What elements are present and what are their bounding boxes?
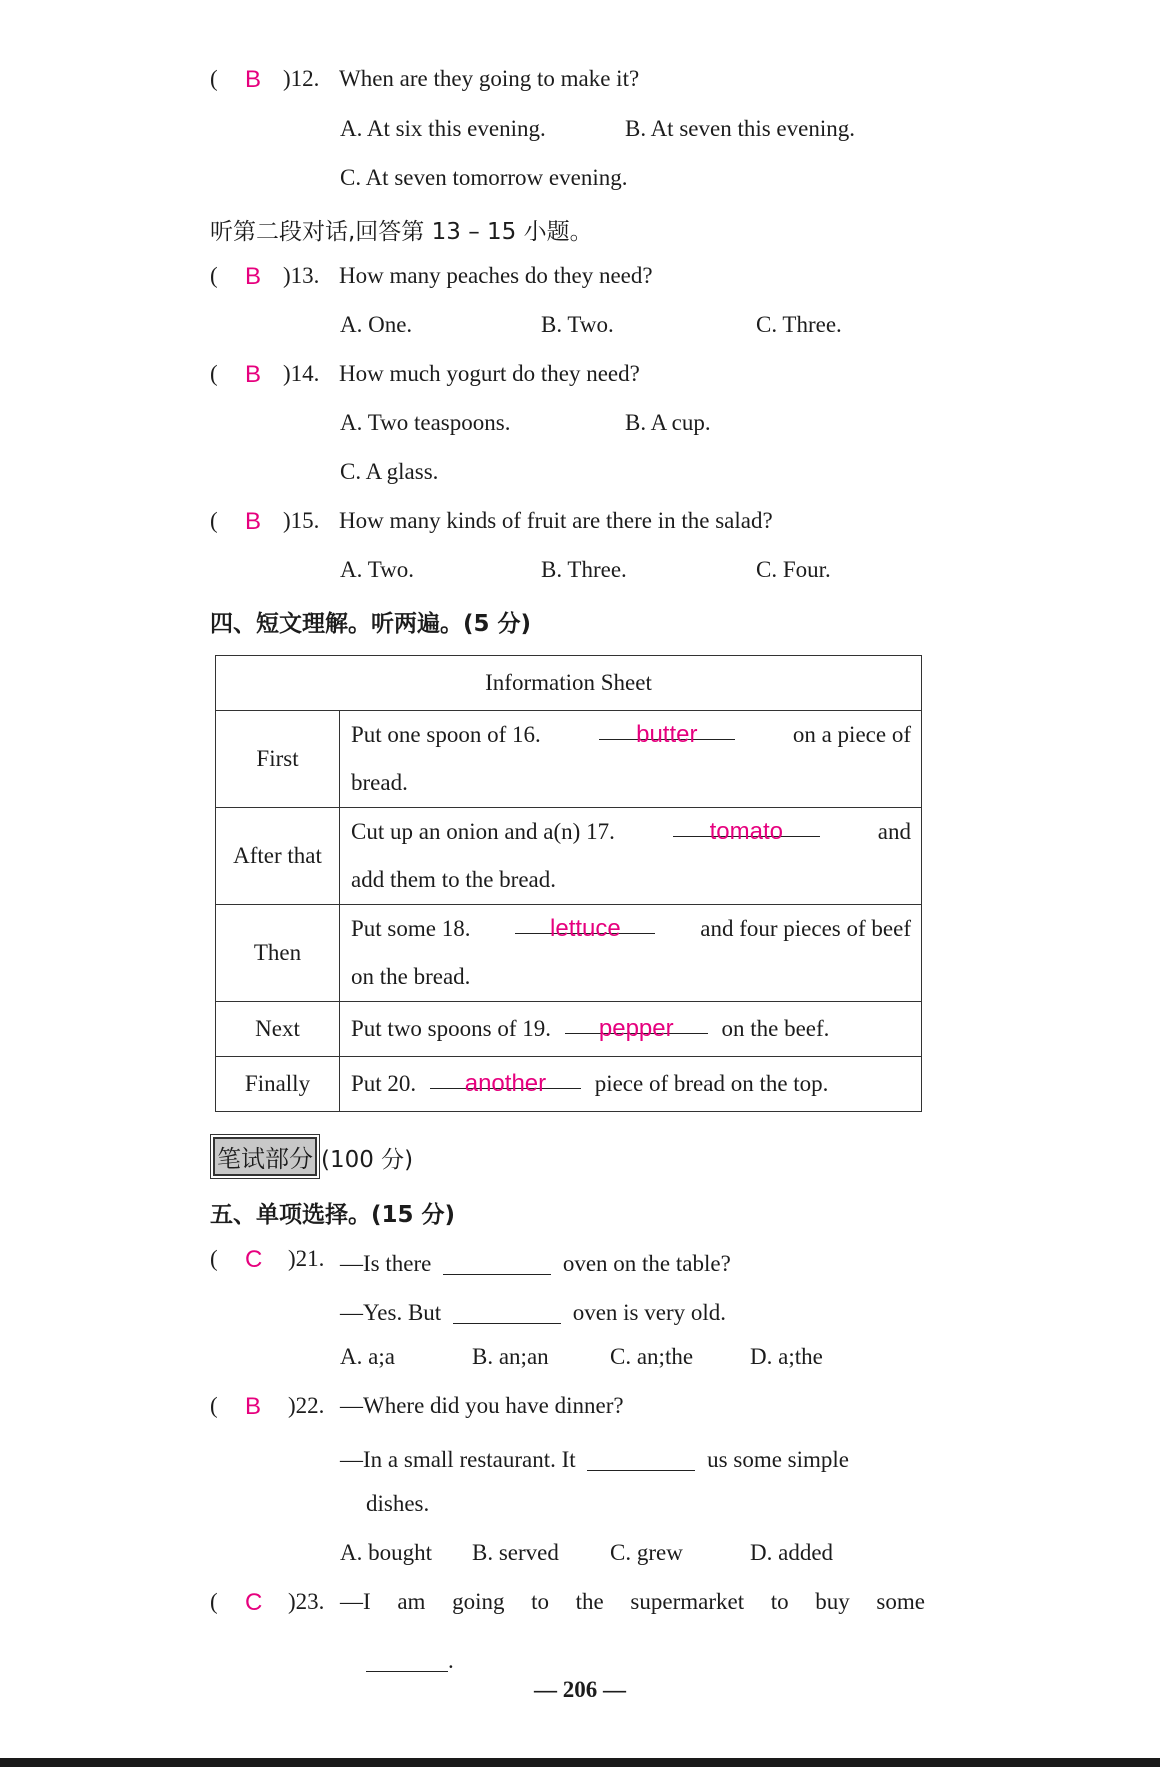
q22-option-d: D. added (750, 1540, 834, 1565)
q23-number: )23. (288, 1589, 325, 1614)
blank-line (587, 1442, 695, 1471)
q22-line2-pre: —In a small restaurant. It (340, 1447, 576, 1472)
q15-question: How many kinds of fruit are there in the salad? (339, 508, 773, 533)
blank-line (443, 1246, 551, 1275)
row-body (340, 711, 922, 808)
row-text-line2: add them to the bread. (351, 867, 557, 892)
q14-question: How much yogurt do they need? (339, 361, 640, 386)
written-part-label: 笔试部分 (213, 1137, 317, 1176)
answer-blank-18: lettuce (515, 905, 655, 934)
q21-answer: C (245, 1246, 263, 1273)
q12-option-a: A. At six this evening. (340, 116, 546, 141)
row-label-next: Next (216, 1002, 340, 1057)
q15-answer: B (245, 508, 262, 535)
written-part-heading (213, 1137, 413, 1176)
row-text: Put one spoon of 16. (351, 722, 541, 747)
q21-line2-pre: —Yes. But (340, 1300, 442, 1325)
row-text: and four pieces of beef (700, 916, 911, 941)
q15-option-a: A. Two. (340, 557, 414, 582)
q14-option-a: A. Two teaspoons. (340, 410, 511, 435)
row-label-finally: Finally (216, 1057, 340, 1112)
row-text: Cut up an onion and a(n) 17. (351, 819, 615, 844)
q22-option-c: C. grew (610, 1540, 683, 1565)
row-text: Put 20. (351, 1071, 417, 1096)
table-row (216, 808, 922, 905)
row-text: on the beef. (721, 1016, 830, 1041)
q21-line1 (340, 1246, 731, 1277)
information-sheet-title: Information Sheet (216, 656, 922, 711)
q23-line2 (366, 1643, 454, 1674)
q23-answer: C (245, 1589, 263, 1616)
q23-bracket-open: ( (210, 1589, 218, 1614)
q22-line3: dishes. (366, 1491, 430, 1516)
answer-blank-16: butter (599, 711, 735, 740)
table-row (216, 711, 922, 808)
row-body (340, 905, 922, 1002)
q23-line2-post: . (448, 1648, 454, 1673)
q21-number: )21. (288, 1246, 325, 1271)
section4-title: 四、短文理解。听两遍。(5 分) (210, 611, 532, 637)
q14-option-b: B. A cup. (625, 410, 711, 435)
q12-option-b: B. At seven this evening. (625, 116, 855, 141)
q21-option-a: A. a;a (340, 1344, 395, 1369)
q14-bracket-open: ( (210, 361, 218, 386)
q12-question: When are they going to make it? (339, 66, 640, 91)
table-row (216, 1002, 922, 1057)
answer-blank-17: tomato (673, 808, 820, 837)
q13-number: )13. (283, 263, 320, 288)
information-sheet-table (215, 655, 922, 1112)
q13-question: How many peaches do they need? (339, 263, 653, 288)
q14-answer: B (245, 361, 262, 388)
row-body (340, 1057, 922, 1112)
q22-option-b: B. served (472, 1540, 559, 1565)
table-row (216, 905, 922, 1002)
q15-number: )15. (283, 508, 320, 533)
q22-option-a: A. bought (340, 1540, 432, 1565)
written-part-score: (100 分) (321, 1147, 414, 1173)
row-text-line2: on the bread. (351, 964, 471, 989)
row-body (340, 1002, 922, 1057)
q21-line1-post: oven on the table? (562, 1251, 731, 1276)
row-label-after-that: After that (216, 808, 340, 905)
q23-line1: —I am going to the supermarket to buy some (340, 1589, 925, 1614)
row-text: Put some 18. (351, 916, 471, 941)
q13-option-b: B. Two. (541, 312, 614, 337)
q22-number: )22. (288, 1393, 325, 1418)
row-text-line2: bread. (351, 770, 408, 795)
q22-bracket-open: ( (210, 1393, 218, 1418)
q21-option-c: C. an;the (610, 1344, 694, 1369)
q14-option-c: C. A glass. (340, 459, 439, 484)
blank-line (366, 1643, 448, 1672)
q12-number: )12. (283, 66, 320, 91)
q15-option-c: C. Four. (756, 557, 831, 582)
q15-option-b: B. Three. (541, 557, 627, 582)
row-text: Put two spoons of 19. (351, 1016, 551, 1041)
q13-option-a: A. One. (340, 312, 413, 337)
q13-answer: B (245, 263, 262, 290)
row-body (340, 808, 922, 905)
page-number: — 206 — (534, 1677, 626, 1702)
q12-option-c: C. At seven tomorrow evening. (340, 165, 628, 190)
q22-line2-post: us some simple (707, 1447, 850, 1472)
listening-section-note: 听第二段对话,回答第 13 – 15 小题。 (210, 219, 593, 245)
q21-line2 (340, 1295, 726, 1326)
table-row (216, 1057, 922, 1112)
q15-bracket-open: ( (210, 508, 218, 533)
section5-title: 五、单项选择。(15 分) (210, 1202, 456, 1228)
blank-line (453, 1295, 561, 1324)
q13-option-c: C. Three. (756, 312, 842, 337)
q21-line2-post: oven is very old. (572, 1300, 727, 1325)
q13-bracket-open: ( (210, 263, 218, 288)
bottom-border (0, 1758, 1160, 1767)
q21-option-d: D. a;the (750, 1344, 823, 1369)
answer-blank-20: another (430, 1060, 581, 1089)
q22-answer: B (245, 1393, 262, 1420)
q22-line2 (340, 1442, 849, 1473)
q21-line1-pre: —Is there (340, 1251, 432, 1276)
q21-bracket-open: ( (210, 1246, 218, 1271)
row-label-first: First (216, 711, 340, 808)
q12-answer: B (245, 66, 262, 93)
row-text: and (877, 819, 911, 844)
q14-number: )14. (283, 361, 320, 386)
q22-line1: —Where did you have dinner? (340, 1393, 624, 1418)
answer-blank-19: pepper (565, 1005, 708, 1034)
row-text: on a piece of (792, 722, 911, 747)
row-text: piece of bread on the top. (594, 1071, 829, 1096)
row-label-then: Then (216, 905, 340, 1002)
q21-option-b: B. an;an (472, 1344, 549, 1369)
q12-bracket-open: ( (210, 66, 218, 91)
